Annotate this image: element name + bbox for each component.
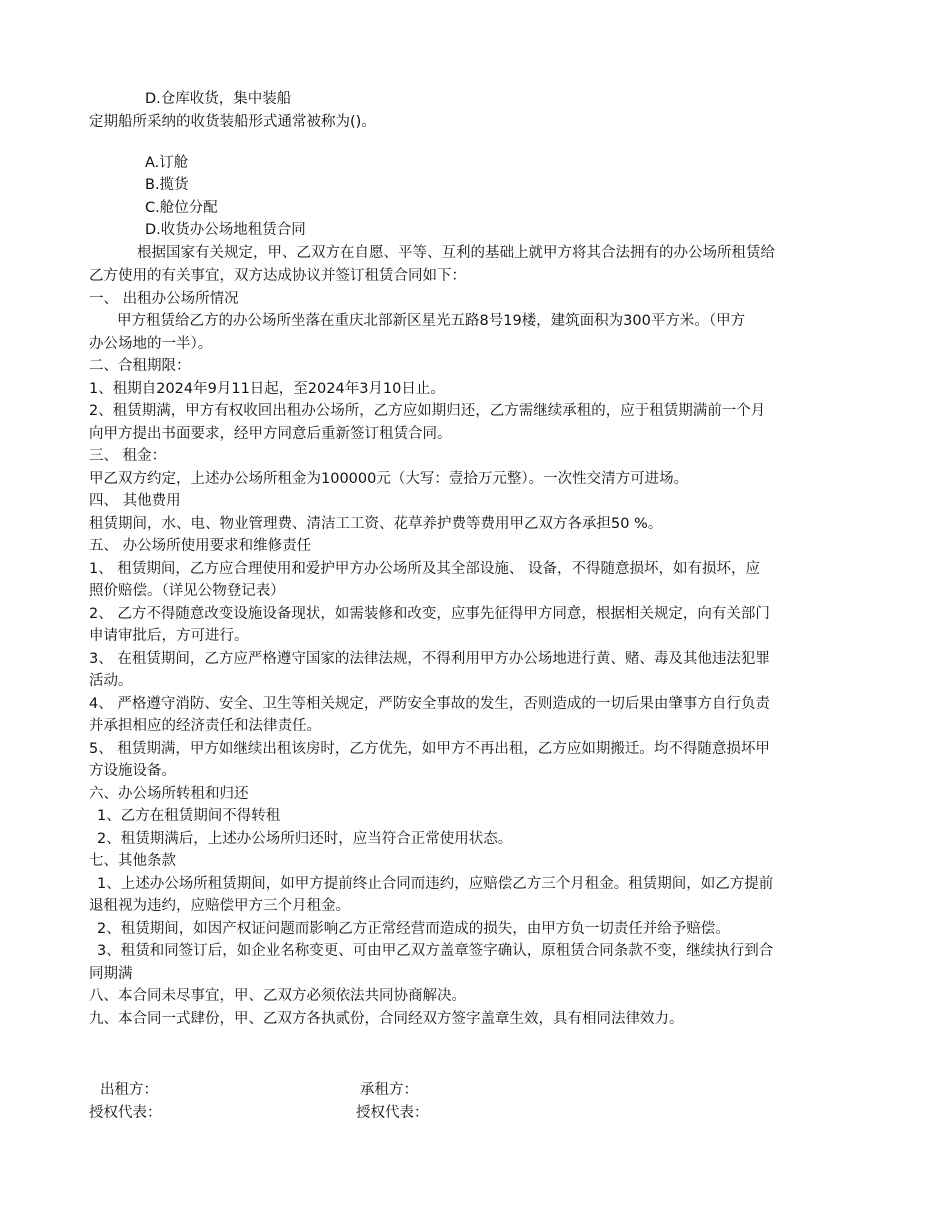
- section-3-heading: 三、 租金：: [89, 448, 167, 464]
- lessor-rep-label: 授权代表：: [89, 1105, 162, 1121]
- option-d-line: D.仓库收货，集中装船: [145, 91, 292, 107]
- section-5-heading: 五、 办公场所使用要求和维修责任: [89, 538, 312, 554]
- section-6-item-2: 2、租赁期满后，上述办公场所归还时，应当符合正常使用状态。: [97, 831, 513, 847]
- lessor-label: 出租方：: [100, 1082, 158, 1098]
- option-a: A.订舱: [145, 155, 189, 171]
- lessee-label: 承租方：: [360, 1082, 418, 1098]
- section-5-item-4-a: 4、 严格遵守消防、安全、卫生等相关规定，严防安全事故的发生，否则造成的一切后果由肇事方自行负责: [89, 696, 770, 712]
- section-7-item-1-a: 1、上述办公场所租赁期间，如甲方提前终止合同而违约，应赔偿乙方三个月租金。租赁期间，如乙方提前: [97, 876, 774, 892]
- section-7-heading: 七、其他条款: [89, 853, 176, 869]
- section-2-item-2-a: 2、租赁期满，甲方有权收回出租办公场所，乙方应如期归还，乙方需继续承租的，应于租赁期满前一个月: [89, 403, 766, 419]
- section-1-text-1: 甲方租赁给乙方的办公场所坐落在重庆北部新区星光五路8号19楼，建筑面积为300平方米。（甲方: [117, 313, 746, 329]
- section-1-text-2: 办公场地的一半）。: [89, 336, 213, 352]
- section-5-item-4-b: 并承担相应的经济责任和法律责任。: [89, 718, 321, 734]
- section-9-text: 九、本合同一式肆份，甲、乙双方各执贰份，合同经双方签字盖章生效，具有相同法律效力。: [89, 1011, 684, 1027]
- question-line: 定期船所采纳的收货装船形式通常被称为()。: [89, 114, 376, 130]
- section-2-item-1: 1、租期自2024年9月11日起，至2024年3月10日止。: [89, 381, 445, 397]
- section-7-item-3-a: 3、租赁和同签订后，如企业名称变更、可由甲乙双方盖章签字确认，原租赁合同条款不变，继续执行到合: [97, 943, 774, 959]
- section-7-item-1-b: 退租视为违约，应赔偿甲方三个月租金。: [89, 898, 350, 914]
- section-5-item-5-a: 5、 租赁期满，甲方如继续出租该房时，乙方优先，如甲方不再出租，乙方应如期搬迁。均不得随意损坏甲: [89, 741, 770, 757]
- section-3-text: 甲乙双方约定，上述办公场所租金为100000元（大写：壹拾万元整）。一次性交清方可进场。: [89, 471, 689, 487]
- section-7-item-2: 2、租赁期间，如因产权证问题而影响乙方正常经营而造成的损失，由甲方负一切责任并给予赔偿。: [97, 921, 730, 937]
- section-6-item-1: 1、乙方在租赁期间不得转租: [97, 808, 281, 824]
- section-5-item-3-a: 3、 在租赁期间，乙方应严格遵守国家的法律法规，不得利用甲方办公场地进行黄、赌、毒及其他违法犯罪: [89, 651, 770, 667]
- section-7-item-3-b: 同期满: [89, 966, 133, 982]
- option-b: B.揽货: [145, 177, 189, 193]
- section-1-heading: 一、 出租办公场所情况: [89, 291, 239, 307]
- preamble-line-2: 乙方使用的有关事宜，双方达成协议并签订租赁合同如下：: [89, 268, 466, 284]
- section-5-item-2-a: 2、 乙方不得随意改变设施设备现状，如需装修和改变，应事先征得甲方同意，根据相关规定，向有关部门: [89, 606, 770, 622]
- section-6-heading: 六、办公场所转租和归还: [89, 786, 249, 802]
- option-c: C.舱位分配: [145, 200, 218, 216]
- preamble-line-1: 根据国家有关规定，甲、乙双方在自愿、平等、互利的基础上就甲方将其合法拥有的办公场所租赁给: [137, 245, 775, 261]
- section-5-item-3-b: 活动。: [89, 673, 133, 689]
- lessee-rep-label: 授权代表：: [356, 1105, 429, 1121]
- section-5-item-1-a: 1、 租赁期间，乙方应合理使用和爱护甲方办公场所及其全部设施、 设备，不得随意损坏，如有损坏，应: [89, 561, 760, 577]
- section-5-item-2-b: 申请审批后，方可进行。: [89, 628, 249, 644]
- section-4-heading: 四、 其他费用: [89, 493, 181, 509]
- section-8-text: 八、本合同未尽事宜，甲、乙双方必须依法共同协商解决。: [89, 988, 466, 1004]
- section-2-item-2-b: 向甲方提出书面要求，经甲方同意后重新签订租赁合同。: [89, 426, 452, 442]
- option-d-contract-title: D.收货办公场地租赁合同: [145, 222, 306, 238]
- section-2-heading: 二、合租期限：: [89, 358, 191, 374]
- section-5-item-5-b: 方设施设备。: [89, 763, 176, 779]
- section-5-item-1-b: 照价赔偿。（详见公物登记表）: [89, 583, 285, 599]
- section-4-text: 租赁期间，水、电、物业管理费、清洁工工资、花草养护费等费用甲乙双方各承担50 %。: [89, 516, 663, 532]
